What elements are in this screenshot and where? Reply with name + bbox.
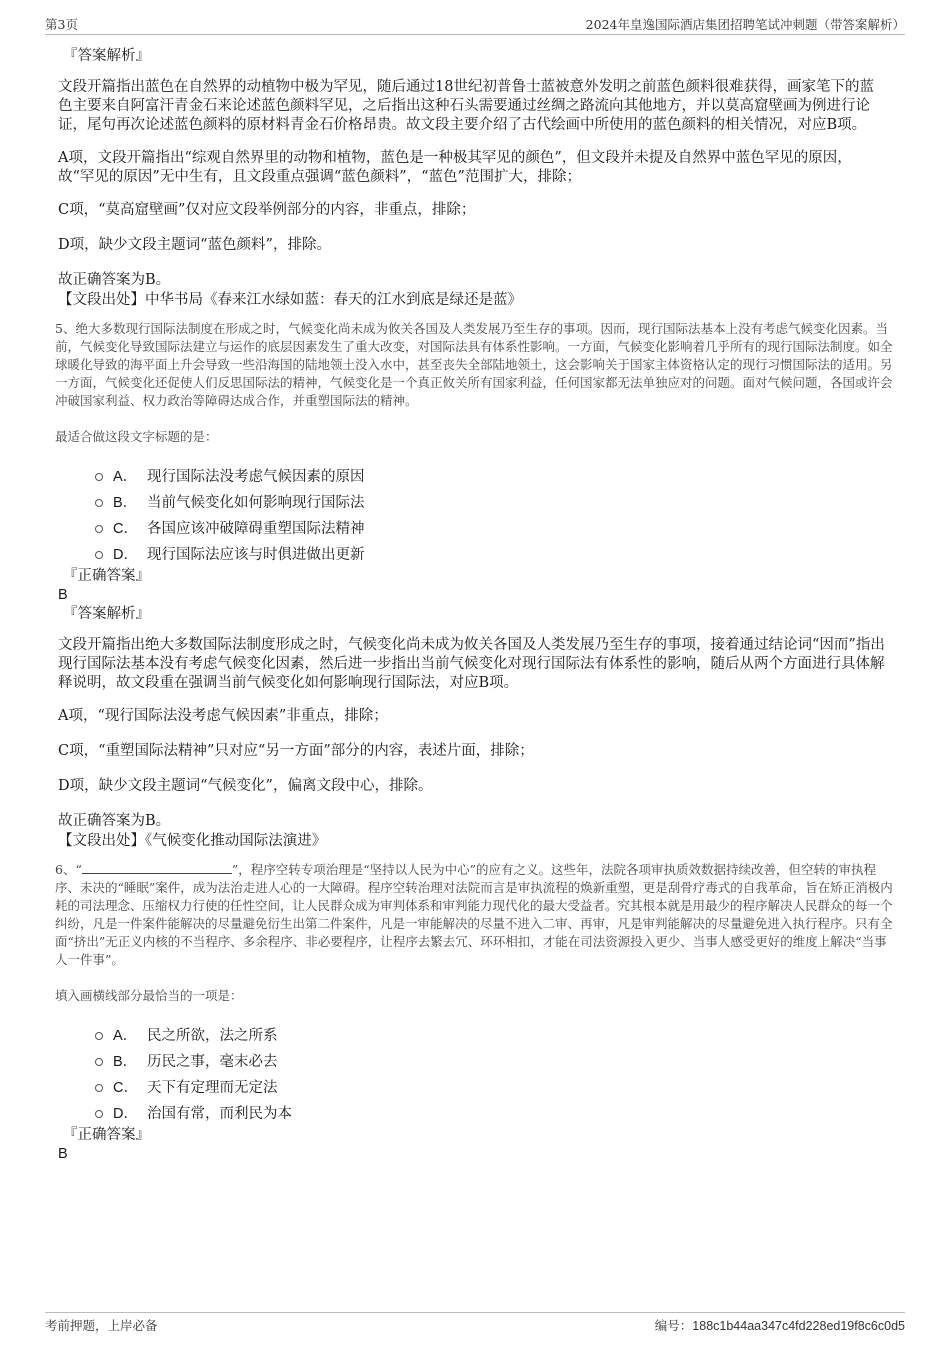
correct-answer: B <box>58 1146 68 1162</box>
code-label: 编号： <box>654 1318 693 1333</box>
question-5-prompt: 最适合做这段文字标题的是： <box>55 429 218 444</box>
question-5-option-c[interactable] <box>95 514 895 540</box>
option-text: 天下有定理而无定法 <box>147 1079 278 1096</box>
option-letter: A． <box>113 468 138 485</box>
option-c-note: C项，“重塑国际法精神”只对应“另一方面”部分的内容，表述片面，排除； <box>58 743 534 759</box>
question-6-body: ”，程序空转专项治理是“坚持以人民为中心”的应有之义。这些年，法院各项审执质效数据持续改善，但空转的审执程序、未决的“睡眠”案件，成为法治走进人心的一大障碍。程序空转治理对法院而言是审执流程的焕新重塑，更是刮骨疗毒式的自我革命，旨在矫正消极内耗的司法理念、压缩权力行使的任性空间，让人民群众成为审判体系和审判能力现代化的最大受益者。究其根本就是用最少的程序解决人民群众的每一个纠纷，凡是一件案件能解决的尽量避免衍生出第二件案件，凡是一审能解决的尽量不进入二审、再审，凡是审判能解决的尽量避免进入执行程序。只有全面“挤出”无正义内核的不当程序、多余程序、非必要程序，让程序去繁去冗、环环相扣，才能在司法资源投入更少、当事人感受更好的维度上解决“当事人一件事”。 <box>55 862 893 967</box>
radio-icon[interactable] <box>95 1084 103 1092</box>
option-d-note: D项，缺少文段主题词“蓝色颜料”，排除。 <box>58 237 331 253</box>
correct-answer-label: 『正确答案』 <box>63 568 150 584</box>
question-6-option-a[interactable] <box>95 1021 895 1047</box>
option-a-note: A项，文段开篇指出“综观自然界里的动物和植物，蓝色是一种极其罕见的颜色”，但文段并未提及自然界中蓝色罕见的原因，故“罕见的原因”无中生有，且文段重点强调“蓝色颜料”，“蓝色”范围扩大，排除； <box>58 150 852 185</box>
question-6-prompt: 填入画横线部分最恰当的一项是： <box>55 988 243 1003</box>
radio-icon[interactable] <box>95 473 103 481</box>
option-text: 现行国际法没考虑气候因素的原因 <box>147 468 365 485</box>
question-6-option-d[interactable] <box>95 1099 895 1125</box>
option-letter: B． <box>113 494 138 511</box>
option-a-note: A项，“现行国际法没考虑气候因素”非重点，排除； <box>58 708 388 724</box>
question-6-text <box>55 861 895 969</box>
option-letter: B． <box>113 1053 138 1070</box>
question-6-prefix: 6、“ <box>55 862 82 877</box>
fill-blank <box>82 861 232 874</box>
question-6-option-b[interactable] <box>95 1047 895 1073</box>
question-5-options <box>95 462 895 566</box>
option-text: 各国应该冲破障碍重塑国际法精神 <box>147 520 365 537</box>
question-5-option-d[interactable] <box>95 540 895 566</box>
option-text: 历民之事，毫末必去 <box>147 1053 278 1070</box>
conclusion: 故正确答案为B。 <box>58 813 171 829</box>
conclusion: 故正确答案为B。 <box>58 272 171 288</box>
option-c-note: C项，“莫高窟壁画”仅对应文段举例部分的内容，非重点，排除； <box>58 202 476 218</box>
radio-icon[interactable] <box>95 1110 103 1118</box>
correct-answer-label: 『正确答案』 <box>63 1127 150 1143</box>
question-5-option-b[interactable] <box>95 488 895 514</box>
question-5-text: 5、绝大多数现行国际法制度在形成之时，气候变化尚未成为攸关各国及人类发展乃至生存的事项。因而，现行国际法基本上没有考虑气候变化因素。当前，气候变化导致国际法建立与运作的底层因素发生了重大改变，对国际法具有体系性影响。一方面，气候变化影响着几乎所有的现行国际法制度。如全球暖化导致的海平面上升会导致一些沿海国的陆地领土没入水中，甚至丧失全部陆地领土，这会影响关于国家主体资格认定的现行习惯国际法的适用。另一方面，气候变化还促使人们反思国际法的精神，气候变化是一个真正攸关所有国家利益，任何国家都无法单独应对的问题。面对气候问题，各国或许会冲破国家利益、权力政治等障碍达成合作，并重塑国际法的精神。 <box>55 321 893 408</box>
correct-answer: B <box>58 587 68 603</box>
analysis-text: 文段开篇指出绝大多数国际法制度形成之时，气候变化尚未成为攸关各国及人类发展乃至生存的事项，接着通过结论词“因而”指出现行国际法基本没有考虑气候变化因素，然后进一步指出当前气候变化对现行国际法有体系性的影响，随后从两个方面进行具体解释说明，故文段重在强调当前气候变化如何影响现行国际法，对应B项。 <box>58 637 885 691</box>
radio-icon[interactable] <box>95 1058 103 1066</box>
page-number: 第3页 <box>45 17 78 32</box>
analysis-label: 『答案解析』 <box>63 48 150 64</box>
analysis-label: 『答案解析』 <box>63 606 150 622</box>
radio-icon[interactable] <box>95 499 103 507</box>
document-title: 2024年皇逸国际酒店集团招聘笔试冲刺题（带答案解析） <box>585 17 905 32</box>
source-citation: 【文段出处】中华书局《春来江水绿如蓝：春天的江水到底是绿还是蓝》 <box>58 292 522 308</box>
option-text: 现行国际法应该与时俱进做出更新 <box>147 546 365 563</box>
question-5-option-a[interactable] <box>95 462 895 488</box>
option-letter: D． <box>113 546 138 563</box>
option-text: 民之所欲，法之所系 <box>147 1027 278 1044</box>
page-footer <box>45 1312 905 1335</box>
footer-slogan: 考前押题，上岸必备 <box>45 1318 158 1333</box>
page-header <box>45 14 905 35</box>
radio-icon[interactable] <box>95 1032 103 1040</box>
radio-icon[interactable] <box>95 551 103 559</box>
question-6-options <box>95 1021 895 1125</box>
option-letter: C． <box>113 520 138 537</box>
option-letter: A． <box>113 1027 138 1044</box>
code-value: 188c1b44aa347c4fd228ed19f8c6c0d5 <box>692 1319 905 1333</box>
option-text: 当前气候变化如何影响现行国际法 <box>147 494 365 511</box>
analysis-text: 文段开篇指出蓝色在自然界的动植物中极为罕见，随后通过18世纪初普鲁士蓝被意外发明之前蓝色颜料很难获得，画家笔下的蓝色主要来自阿富汗青金石来论述蓝色颜料罕见，之后指出这种石头需要通过丝绸之路流向其他地方，并以莫高窟壁画为例进行论证，尾句再次论述蓝色颜料的原材料青金石价格昂贵。故文段主要介绍了古代绘画中所使用的蓝色颜料的相关情况，对应B项。 <box>58 79 874 133</box>
document-body <box>55 46 895 1163</box>
radio-icon[interactable] <box>95 525 103 533</box>
option-letter: D． <box>113 1105 138 1122</box>
option-letter: C． <box>113 1079 138 1096</box>
option-d-note: D项，缺少文段主题词“气候变化”，偏离文段中心，排除。 <box>58 778 433 794</box>
option-text: 治国有常，而利民为本 <box>147 1105 292 1122</box>
document-code <box>655 1316 905 1334</box>
question-6-option-c[interactable] <box>95 1073 895 1099</box>
source-citation: 【文段出处】《气候变化推动国际法演进》 <box>58 833 327 849</box>
